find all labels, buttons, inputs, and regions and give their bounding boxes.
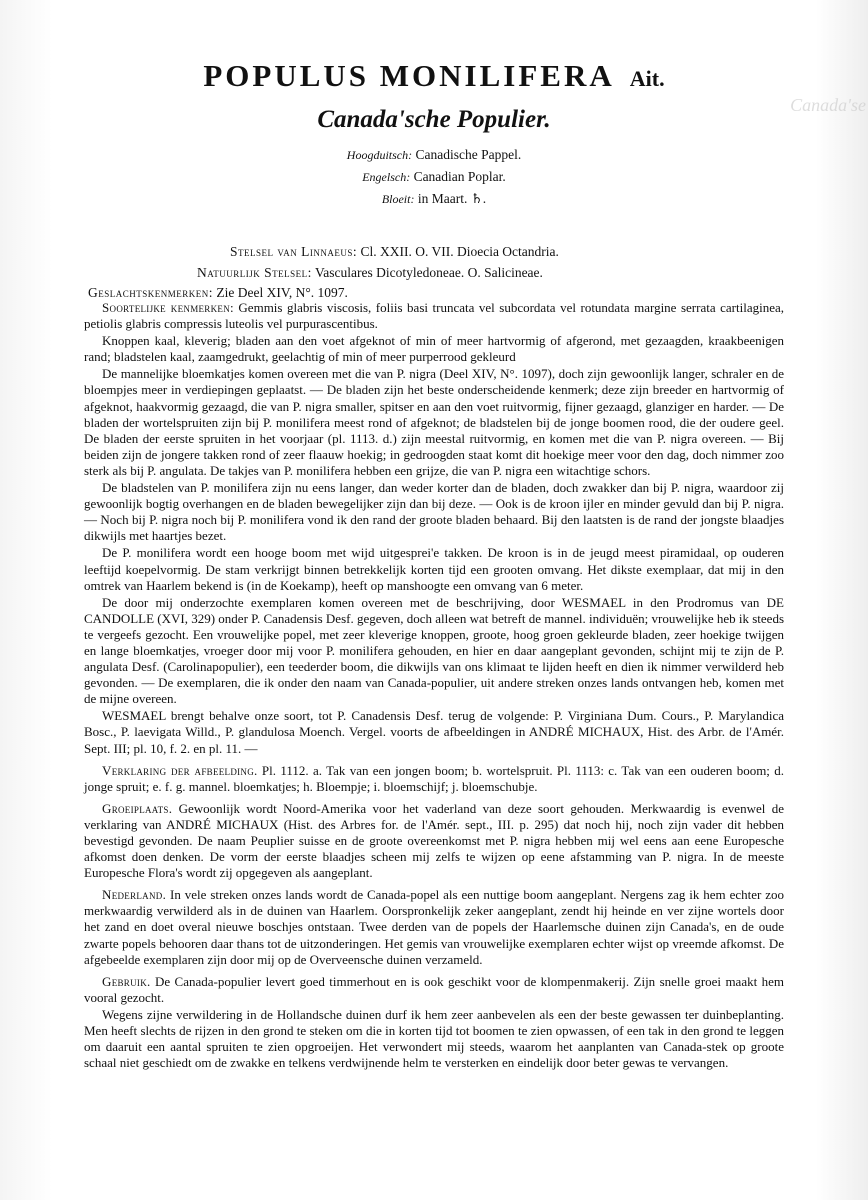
page-subtitle: Canada'sche Populier. <box>317 106 551 133</box>
paragraph-text: Pl. 1112. a. Tak van een jongen boom; b. wortelspruit. Pl. 1113: c. Tak van een ouderen boom; d. jonge spruit; e. f. g. mannel. bloemkatjes; h. Bloempje; i. bloemschijf; j. bloemschubje. <box>84 762 784 794</box>
paragraph-lead: Verklaring der afbeelding. <box>102 762 258 778</box>
paragraph-text: WESMAEL brengt behalve onze soort, tot P. Canadensis Desf. terug de volgende: P. Virginiana Dum. Cours., P. Marylandica Bosc., P. laevigata Willd., P. glandulosa Moench. Vergel. voorts de afbeeldingen in ANDRÉ MICHAUX, Hist. des Arbr. de l'Amér. Sept. III; pl. 10, f. 2. en pl. 11. — <box>84 708 784 756</box>
german-name: Canadische Pappel. <box>415 147 522 162</box>
page-title <box>0 58 868 94</box>
genus-characters-line <box>88 285 348 301</box>
paragraph-lead: Gebruik. <box>102 973 151 989</box>
body-paragraph <box>84 300 784 332</box>
english-name: Canadian Poplar. <box>413 169 506 184</box>
natural-system-line <box>197 265 543 281</box>
genus-value: Zie Deel XIV, N°. 1097. <box>216 285 348 300</box>
body-text <box>84 300 784 1072</box>
paragraph-text: De door mij onderzochte exemplaren komen overeen met de beschrijving, door WESMAEL in den Prodromus van DE CANDOLLE (XVI, 329) onder P. Canadensis Desf. gegeven, doch alleen wat betreft de mannel. individuën; vrouwelijke heb ik steeds te vergeefs gezocht. Een vrouwelijke popel, met zeer kleverige knoppen, groote, hoog groen gekleurde bladen, zeer hoekige twijgen en lange bloemkatjes, vroeger door mij voor P. monilifera gehouden, en hier en daar aangeplant gevonden, schijnt mij te zijn de P. angulata Desf. (Carolinapopulier), een teederder boom, die dikwijls van ons klimaat te lijden heeft en dien ik nimmer verwilderd heb gevonden. — De exemplaren, die ik onder den naam van Canada-populier, uit andere streken onzes lands ontvangen heb, komen met de mijne overeen. <box>84 594 785 707</box>
body-paragraph <box>84 887 784 967</box>
bleed-through-text: Canada'se <box>790 95 866 115</box>
natural-value: Vasculares Dicotyledoneae. O. Salicineae. <box>315 265 543 280</box>
body-paragraph <box>84 763 784 795</box>
german-label: Hoogduitsch: <box>346 148 413 162</box>
body-paragraph <box>84 595 784 708</box>
paragraph-lead: Nederland. <box>102 887 167 903</box>
paragraph-text: De P. monilifera wordt een hooge boom met wijd uitgesprei'e takken. De kroon is in de jeugd meest piramidaal, op ouderen leeftijd koepelvormig. De stam verkrijgt binnen betrekkelijk korten tijd een grooten omvang. Het dikste exemplaar, dat mij in den omtrek van Haarlem bekend is (in de Koekamp), heeft op manshoogte een omvang van 6 meter. <box>84 545 784 593</box>
linnaeus-value: Cl. XXII. O. VII. Dioecia Octandria. <box>360 244 559 259</box>
natural-label: Natuurlijk Stelsel: <box>197 265 312 280</box>
body-paragraph <box>84 801 784 881</box>
paragraph-text: Wegens zijne verwildering in de Hollandsche duinen durf ik hem zeer aanbevelen als een der beste gewassen ter duinbeplanting. Men heeft slechts de rijzen in den grond te steken om die in korten tijd tot boomen te zien opwassen, of een tak in den grond te leggen om daaruit een aantal spruiten te zien opgroeijen. Het verwondert mij steeds, waarom het aanplanten van Canada-stek op groote schaal niet geschiedt om de zwakke en telkens verdwijnende helm te versterken en eindelijk door beter gewas te vervangen. <box>84 1006 784 1071</box>
english-name-line <box>0 169 868 185</box>
paragraph-text: De bladstelen van P. monilifera zijn nu eens langer, dan weder korter dan de bladen, doch zwakker dan bij P. nigra, waardoor zij gewoonlijk bogtig overhangen en de bladen bewegelijker zijn dan bij deze. — Ook is de kroon ijler en minder gevuld dan bij P. nigra. — Noch bij P. nigra noch bij P. monilifera vond ik den rand der groote bladen behaard. Bij den laatsten is de rand der jongste blaadjes dikwijls met haartjes bezet. <box>84 480 784 544</box>
english-label: Engelsch: <box>362 170 411 184</box>
title-author: Ait. <box>629 66 665 91</box>
title-species: POPULUS MONILIFERA <box>203 58 614 93</box>
paragraph-text: Gewoonlijk wordt Noord-Amerika voor het vaderland van deze soort gehouden. Merkwaardig is evenwel de verklaring van ANDRÉ MICHAUX (Hist. des Arbres for. de l'Amér. sept., III. p. 295) dat noch hij, noch zijn vader dit hebben bevestigd gevonden. De naam Peuplier suisse en de groote overeenkomst met P. nigra hebben mij wel eens aan eene Europesche afkomst doen denken. De vorm der eerste blaadjes scheen mij zelfs te wijzen op eene afstamming van P. nigra. In de meeste Europesche Flora's wordt zij opgegeven als aangeplant. <box>84 800 784 881</box>
body-paragraph <box>84 366 784 479</box>
linnaeus-label: Stelsel van Linnaeus: <box>230 244 358 259</box>
paragraph-text: De mannelijke bloemkatjes komen overeen met die van P. nigra (Deel XIV, N°. 1097), doch zijn gewoonlijk langer, schraler en de bloempjes meer in verdiepingen geplaatst. — De bladen zijn het beste onderscheidende kenmerk; deze zijn breeder en hartvormig of afgeknot, haakvormig gezaagd, die van P. nigra smaller, spitser en aan den voet ruitvormig, fijner gezaagd, glanziger en harder. — De bladen der wortelspruiten zijn bij P. monilifera meest rond of afgeknot; de bladstelen bij de jonge boomen rood, die der oudere geel. De bladen der eerste spruiten in het voorjaar (pl. 1113. d.) zijn meestal ruitvormig, en komen met die van P. nigra overeen. — Bij beiden zijn de jongere takken rond of zeer flaauw hoekig; in gedroogden staat komt dit hoekige meer voor den dag, doch nimmer zoo sterk als bij P. angulata. De takjes van P. monilifera hebben een grijze, die van P. nigra een witachtige schors. <box>84 366 784 478</box>
paragraph-text: De Canada-populier levert goed timmerhout en is ook geschikt voor de klompenmakerij. Zijn snelle groei maakt hem vooral gezocht. <box>84 973 784 1005</box>
body-paragraph <box>84 974 784 1006</box>
bloom-line <box>0 191 868 207</box>
body-paragraph <box>84 333 784 365</box>
paragraph-lead: Groeiplaats. <box>102 800 173 816</box>
german-name-line <box>0 147 868 163</box>
paragraph-text: Gemmis glabris viscosis, foliis basi truncata vel subcordata vel rotundata margine serrata cartilaginea, petiolis glabris compressis luteolis vel purpurascentibus. <box>84 300 784 332</box>
paragraph-text: Knoppen kaal, kleverig; bladen aan den voet afgeknot of min of meer hartvormig of afgerond, met gezaagden, kraakbeenigen rand; bladstelen kaal, zaamgedrukt, geelachtig of min of meer purperrood gekleurd <box>84 333 784 365</box>
paragraph-text: In vele streken onzes lands wordt de Canada-popel als een nuttige boom aangeplant. Nergens zag ik hem echter zoo merkwaardig verwilderd als in de duinen van Haarlem. Oorspronkelijk zeker aangeplant, zendt hij heinde en ver zijne wortels door het zand en doet overal nieuwe boschjes ontstaan. Twee derden van de popels der Haarlemsche duinen zijn Canada's, en de oude zwarte popels behooren daar thans tot de uitzonderingen. Het gemis van vrouwelijke exemplaren echter wijst op vreemde afkomst. De afgebeelde exemplaren zijn door mij op de Overveensche duinen verzameld. <box>84 887 784 967</box>
bloom-value: in Maart. ♄. <box>417 191 487 206</box>
body-paragraph <box>84 480 784 544</box>
body-paragraph <box>84 545 784 593</box>
linnaeus-system-line <box>230 244 559 260</box>
paragraph-lead: Soortelijke kenmerken: <box>102 300 234 315</box>
bloom-label: Bloeit: <box>381 192 415 206</box>
body-paragraph <box>84 1007 784 1071</box>
genus-label: Geslachtskenmerken: <box>88 285 214 300</box>
body-paragraph <box>84 708 784 756</box>
